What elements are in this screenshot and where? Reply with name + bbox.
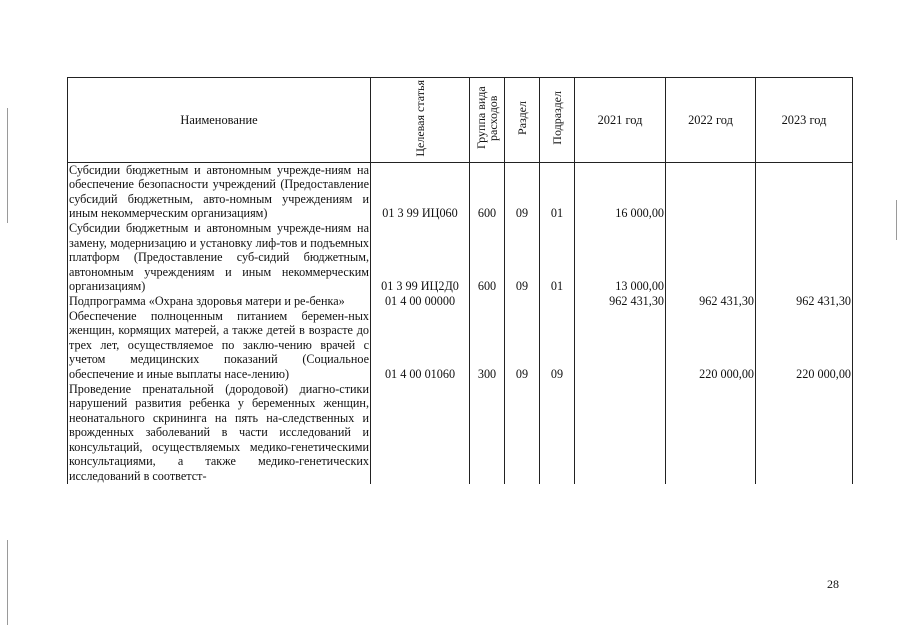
row-target: 01 4 00 00000	[371, 294, 470, 309]
table-row	[68, 309, 853, 382]
row-2021	[575, 382, 666, 484]
row-2021: 962 431,30	[575, 294, 666, 309]
row-2021: 13 000,00	[575, 221, 666, 294]
row-subsection: 01	[540, 221, 575, 294]
row-subsection	[540, 382, 575, 484]
row-name: Субсидии бюджетным и автономным учрежде-ниям на обеспечение безопасности учреждений (Предоставление субсидий бюджетным, авто-номным учреждениям и иным некоммерческим организациям)	[69, 162, 369, 221]
row-target: 01 4 00 01060	[371, 309, 470, 382]
scan-edge-mark	[7, 108, 8, 223]
scan-edge-mark	[896, 200, 897, 240]
row-name: Подпрограмма «Охрана здоровья матери и ре-бенка»	[68, 294, 371, 309]
row-name: Обеспечение полноценным питанием беремен-ных женщин, кормящих матерей, а также детей в возрасте до трех лет, осуществляемое по заклю-чению врачей с учетом медицинских показаний (Социальное обеспечение и иные выплаты насе-лению)	[69, 308, 369, 381]
row-target: 01 3 99 ИЦ2Д0	[371, 221, 470, 294]
header-2021: 2021 год	[575, 78, 666, 163]
header-2022: 2022 год	[666, 78, 756, 163]
header-name: Наименование	[68, 78, 371, 163]
table-row	[68, 162, 853, 221]
row-subsection: 09	[540, 309, 575, 382]
row-name: Проведение пренатальной (дородовой) диагно-стики нарушений развития ребенка у беременных женщин, неонатального скрининга на пять на-следственных и врожденных заболеваний в части исследований и консультаций, осуществляемых медико-генетическими консультациями, а также медико-генетических исследований в соответст-	[69, 381, 369, 484]
row-section	[505, 294, 540, 309]
row-group	[470, 294, 505, 309]
header-2023: 2023 год	[756, 78, 853, 163]
row-2022: 220 000,00	[666, 309, 756, 382]
table-row	[68, 382, 853, 484]
header-section: Раздел	[505, 78, 540, 163]
page-number: 28	[827, 577, 839, 591]
row-section: 09	[505, 162, 540, 221]
row-group: 600	[470, 162, 505, 221]
row-2022	[666, 162, 756, 221]
table-row	[68, 221, 853, 294]
row-2021: 16 000,00	[575, 162, 666, 221]
row-2023	[756, 221, 853, 294]
row-2022: 962 431,30	[666, 294, 756, 309]
row-section	[505, 382, 540, 484]
row-group: 300	[470, 309, 505, 382]
row-section: 09	[505, 309, 540, 382]
row-target: 01 3 99 ИЦ060	[371, 162, 470, 221]
row-group	[470, 382, 505, 484]
row-2022	[666, 382, 756, 484]
row-name: Субсидии бюджетным и автономным учрежде-ниям на замену, модернизацию и установку лиф-тов и подъемных платформ (Предоставление суб-сидий бюджетным, автономным учреждениям и иным некоммерческим организациям)	[69, 220, 369, 294]
header-target: Целевая статья	[371, 78, 470, 163]
row-section: 09	[505, 221, 540, 294]
header-subsection: Подраздел	[540, 78, 575, 163]
header-group: Группа вида расходов	[470, 78, 505, 163]
row-target	[371, 382, 470, 484]
row-subsection: 01	[540, 162, 575, 221]
table-row	[68, 294, 853, 309]
row-2023	[756, 162, 853, 221]
row-group: 600	[470, 221, 505, 294]
row-2022	[666, 221, 756, 294]
budget-table	[67, 77, 853, 484]
scan-edge-mark	[7, 540, 8, 625]
row-2021	[575, 309, 666, 382]
table-header-row	[68, 78, 853, 163]
row-2023: 220 000,00	[756, 309, 853, 382]
row-2023: 962 431,30	[756, 294, 853, 309]
row-2023	[756, 382, 853, 484]
row-subsection	[540, 294, 575, 309]
